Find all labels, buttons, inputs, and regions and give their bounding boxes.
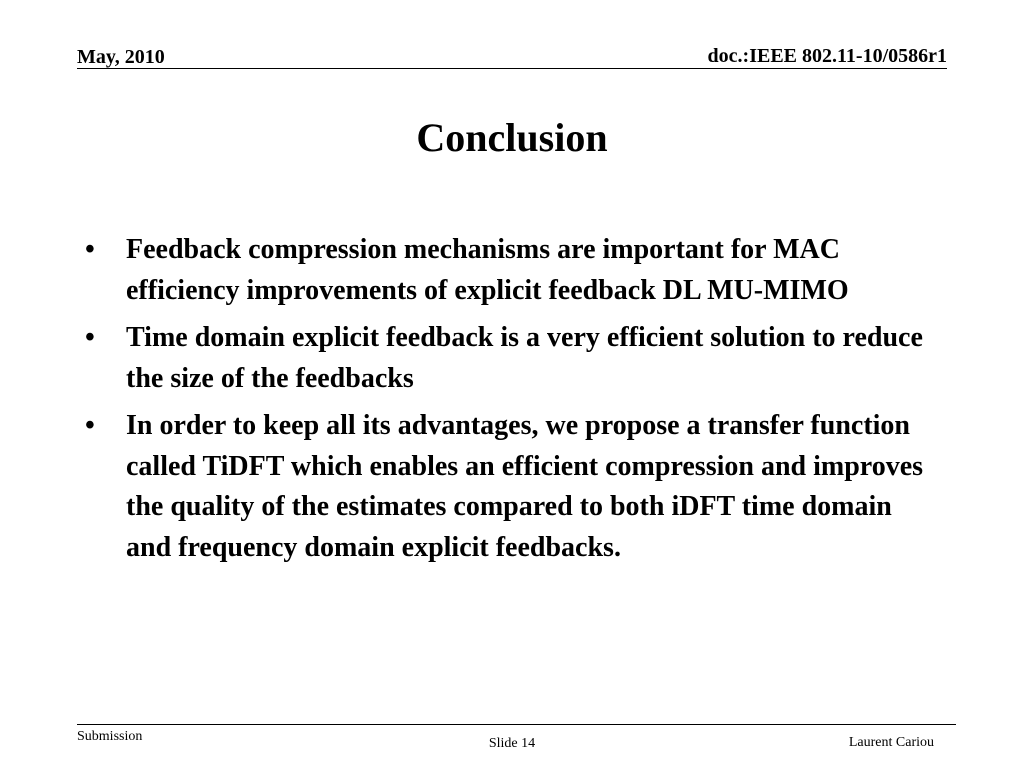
footer-divider [77, 724, 956, 725]
bullet-text: Time domain explicit feedback is a very efficient solution to reduce the size of the feedbacks [126, 322, 923, 394]
header-date: May, 2010 [77, 46, 165, 68]
bullet-item [85, 318, 925, 399]
header-divider [77, 68, 947, 69]
footer-slide-number: Slide 14 [488, 736, 536, 751]
bullet-text: In order to keep all its advantages, we propose a transfer function called TiDFT which enables an efficient compression and improves the quality of the estimates compared to both iDFT time domain and frequency domain explicit feedbacks. [126, 410, 924, 563]
bullet-text: Feedback compression mechanisms are important for MAC efficiency improvements of explicit feedback DL MU-MIMO [126, 234, 849, 306]
slide-title: Conclusion [416, 115, 608, 160]
bullet-item [85, 406, 925, 568]
bullet-marker: • [85, 322, 95, 353]
header-doc-id: doc.:IEEE 802.11-10/0586r1 [707, 45, 947, 67]
footer-author: Laurent Cariou [848, 735, 934, 750]
bullet-marker: • [85, 234, 95, 265]
bullet-list [85, 230, 925, 575]
bullet-item [85, 230, 925, 311]
bullet-marker: • [85, 410, 95, 441]
footer-submission: Submission [77, 729, 143, 744]
